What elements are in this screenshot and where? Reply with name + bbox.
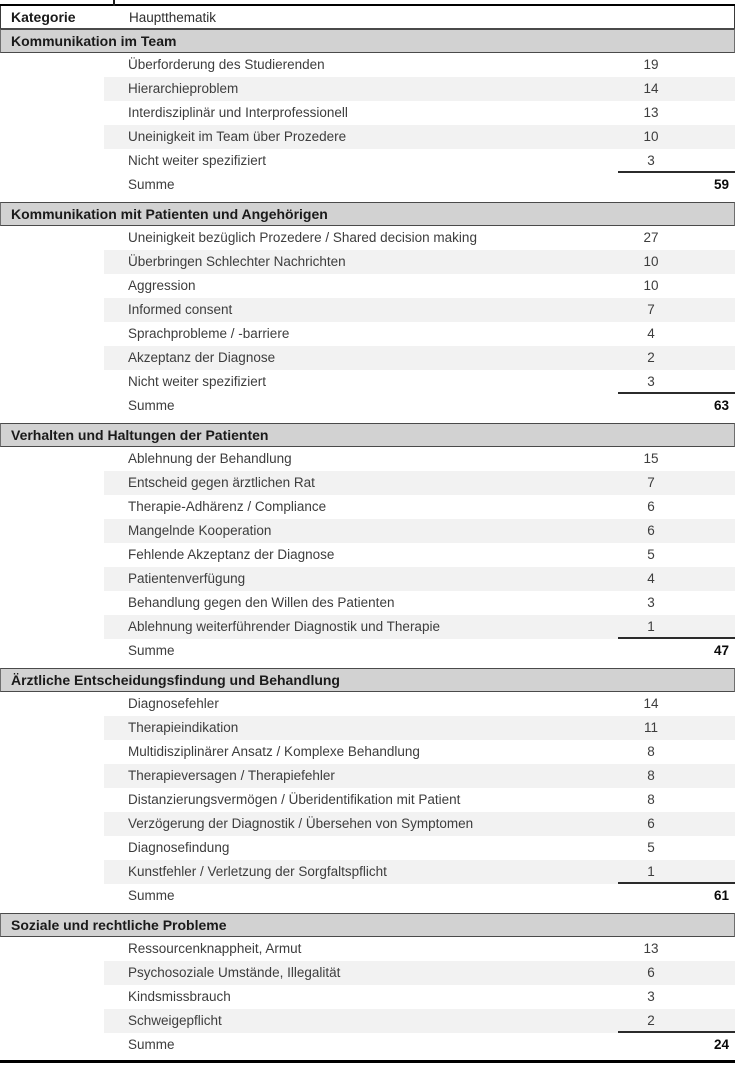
item-label: Akzeptanz der Diagnose [128,350,276,365]
table-row [0,274,735,298]
item-label: Therapieversagen / Therapiefehler [128,768,335,783]
table-row [0,149,735,173]
table-row [0,567,735,591]
item-count: 4 [647,571,655,586]
item-label: Überforderung des Studierenden [128,57,325,72]
item-label: Uneinigkeit bezüglich Prozedere / Shared decision making [128,230,477,245]
item-count: 11 [643,720,658,735]
summe-row [0,173,735,197]
table-bottom-border [0,1060,735,1063]
section-total: 61 [713,888,729,903]
section-header [0,668,735,692]
item-label: Psychosoziale Umstände, Illegalität [128,965,341,980]
section-header [0,913,735,937]
item-count: 3 [647,153,655,168]
section-header [0,423,735,447]
summe-row [0,884,735,908]
item-label: Informed consent [128,302,233,317]
table-row [0,226,735,250]
summe-label: Summe [128,888,175,903]
section-title: Ärztliche Entscheidungsfindung und Behandlung [11,672,340,688]
item-count: 7 [647,302,655,317]
table-row [0,615,735,639]
item-label: Nicht weiter spezifiziert [128,153,267,168]
item-count: 10 [643,129,659,144]
item-count: 14 [643,81,659,96]
item-label: Uneinigkeit im Team über Prozedere [128,129,347,144]
table-row [0,937,735,961]
item-label: Entscheid gegen ärztlichen Rat [128,475,315,490]
section-title: Kommunikation im Team [11,33,177,49]
item-count: 15 [643,451,659,466]
item-label: Behandlung gegen den Willen des Patienten [128,595,395,610]
section-header [0,202,735,226]
item-count: 6 [647,816,655,831]
item-count: 2 [647,1013,655,1028]
item-count: 6 [647,523,655,538]
item-label: Fehlende Akzeptanz der Diagnose [128,547,335,562]
summe-row [0,1033,735,1057]
item-count: 13 [643,941,659,956]
table-row [0,53,735,77]
item-count: 8 [647,792,655,807]
table-row [0,764,735,788]
table-row [0,860,735,884]
table-row [0,125,735,149]
item-count: 14 [643,696,659,711]
item-count: 3 [647,374,655,389]
column-header-hauptthematik: Hauptthematik [129,10,217,25]
item-count: 10 [643,278,659,293]
table-row [0,519,735,543]
table-row [0,298,735,322]
item-label: Hierarchieproblem [128,81,239,96]
summe-label: Summe [128,177,175,192]
section-title: Kommunikation mit Patienten und Angehörigen [11,206,328,222]
item-count: 6 [647,965,655,980]
item-label: Mangelnde Kooperation [128,523,272,538]
item-count: 27 [643,230,659,245]
item-count: 5 [647,840,655,855]
item-label: Interdisziplinär und Interprofessionell [128,105,348,120]
table-row [0,961,735,985]
item-count: 2 [647,350,655,365]
top-margin [0,0,735,4]
item-label: Multidisziplinärer Ansatz / Komplexe Behandlung [128,744,420,759]
item-count: 1 [647,864,655,879]
item-count: 1 [647,619,655,634]
table-row [0,250,735,274]
table-row [0,543,735,567]
table-row [0,812,735,836]
item-count: 8 [647,768,655,783]
table-row [0,740,735,764]
section-total: 47 [713,643,729,658]
item-label: Sprachprobleme / -barriere [128,326,290,341]
table-row [0,692,735,716]
summe-label: Summe [128,398,175,413]
table-body [0,29,735,1060]
item-count: 7 [647,475,655,490]
item-label: Therapie-Adhärenz / Compliance [128,499,327,514]
item-label: Ablehnung weiterführender Diagnostik und Therapie [128,619,440,634]
table-row [0,370,735,394]
table-row [0,447,735,471]
section-title: Verhalten und Haltungen der Patienten [11,427,269,443]
item-label: Diagnosefindung [128,840,230,855]
table-row [0,716,735,740]
table-row [0,591,735,615]
table-row [0,788,735,812]
item-count: 13 [643,105,659,120]
item-count: 3 [647,595,655,610]
item-count: 10 [643,254,659,269]
table-row [0,101,735,125]
item-count: 3 [647,989,655,1004]
item-count: 5 [647,547,655,562]
item-count: 6 [647,499,655,514]
table-row [0,77,735,101]
table-row [0,322,735,346]
section-title: Soziale und rechtliche Probleme [11,917,227,933]
table-header-row [0,6,735,29]
item-label: Patientenverfügung [128,571,246,586]
section-total: 24 [713,1037,729,1052]
item-label: Verzögerung der Diagnostik / Übersehen von Symptomen [128,816,474,831]
table-row [0,471,735,495]
summe-label: Summe [128,1037,175,1052]
section-total: 59 [713,177,729,192]
section-header [0,29,735,53]
item-label: Kindsmissbrauch [128,989,231,1004]
item-label: Aggression [128,278,196,293]
item-label: Ressourcenknappheit, Armut [128,941,302,956]
item-label: Therapieindikation [128,720,239,735]
column-header-kategorie: Kategorie [11,9,76,25]
item-count: 8 [647,744,655,759]
item-label: Nicht weiter spezifiziert [128,374,267,389]
item-label: Distanzierungsvermögen / Überidentifikation mit Patient [128,792,461,807]
table-row [0,985,735,1009]
summe-row [0,639,735,663]
item-label: Überbringen Schlechter Nachrichten [128,254,346,269]
table-row [0,1009,735,1033]
item-label: Schweigepflicht [128,1013,222,1028]
table-row [0,836,735,860]
item-label: Kunstfehler / Verletzung der Sorgfaltspflicht [128,864,387,879]
summe-label: Summe [128,643,175,658]
item-count: 4 [647,326,655,341]
summe-row [0,394,735,418]
table-row [0,346,735,370]
section-total: 63 [713,398,729,413]
item-count: 19 [643,57,659,72]
table-row [0,495,735,519]
item-label: Diagnosefehler [128,696,219,711]
item-label: Ablehnung der Behandlung [128,451,292,466]
